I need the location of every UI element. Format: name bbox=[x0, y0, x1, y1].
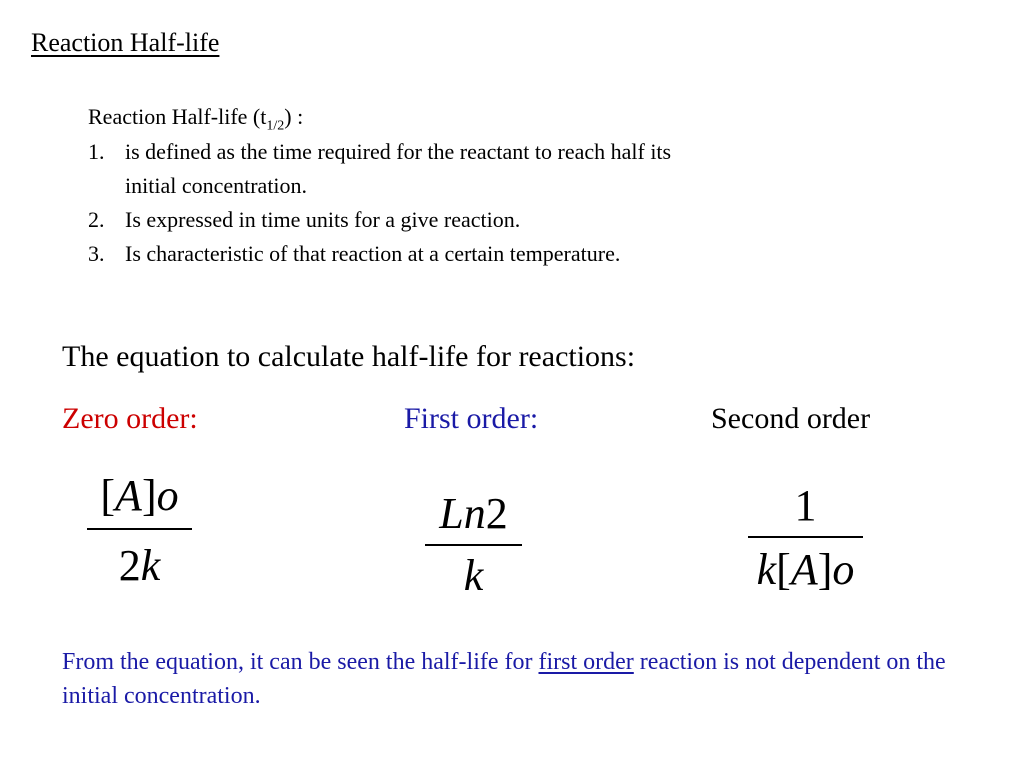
fraction-bar bbox=[748, 536, 863, 538]
conclusion-text bbox=[62, 645, 962, 713]
conclusion-suffix: reaction is not dependent on the initial concentration. bbox=[62, 649, 946, 709]
first-order-label: First order: bbox=[404, 402, 539, 435]
zero-order-numerator: [A]o bbox=[100, 471, 179, 520]
first-order-formula bbox=[425, 489, 522, 600]
definition-item-1-continuation: initial concentration. bbox=[125, 173, 308, 198]
fraction-bar bbox=[87, 528, 192, 530]
equation-intro: The equation to calculate half-life for reactions: bbox=[62, 340, 636, 373]
item-text: Is expressed in time units for a give reaction. bbox=[125, 207, 521, 232]
definition-intro-prefix: Reaction Half-life (t bbox=[88, 104, 267, 129]
definition-intro-subscript: 1/2 bbox=[266, 118, 285, 134]
conclusion-emphasis: first order bbox=[538, 649, 634, 675]
definition-item-2 bbox=[88, 203, 520, 237]
zero-order-denominator: 2k bbox=[118, 541, 161, 590]
page-title: Reaction Half-life bbox=[31, 28, 220, 57]
definition-item-3 bbox=[88, 237, 620, 271]
definition-item-1 bbox=[88, 135, 671, 169]
first-order-numerator: Ln2 bbox=[439, 489, 508, 538]
zero-order-formula bbox=[87, 471, 192, 590]
item-number: 1. bbox=[88, 139, 105, 164]
definition-intro-suffix: ) : bbox=[284, 104, 304, 129]
second-order-denominator: k[A]o bbox=[756, 545, 855, 594]
fraction-bar bbox=[425, 544, 522, 546]
second-order-formula bbox=[748, 481, 863, 594]
item-number: 2. bbox=[88, 207, 105, 232]
conclusion-prefix: From the equation, it can be seen the half-life for bbox=[62, 649, 539, 675]
item-number: 3. bbox=[88, 241, 105, 266]
zero-order-label: Zero order: bbox=[62, 402, 198, 435]
second-order-label: Second order bbox=[711, 402, 871, 435]
first-order-denominator: k bbox=[463, 551, 484, 600]
item-text: Is characteristic of that reaction at a certain temperature. bbox=[125, 241, 621, 266]
item-text: is defined as the time required for the reactant to reach half its bbox=[125, 139, 672, 164]
second-order-numerator: 1 bbox=[794, 481, 817, 530]
